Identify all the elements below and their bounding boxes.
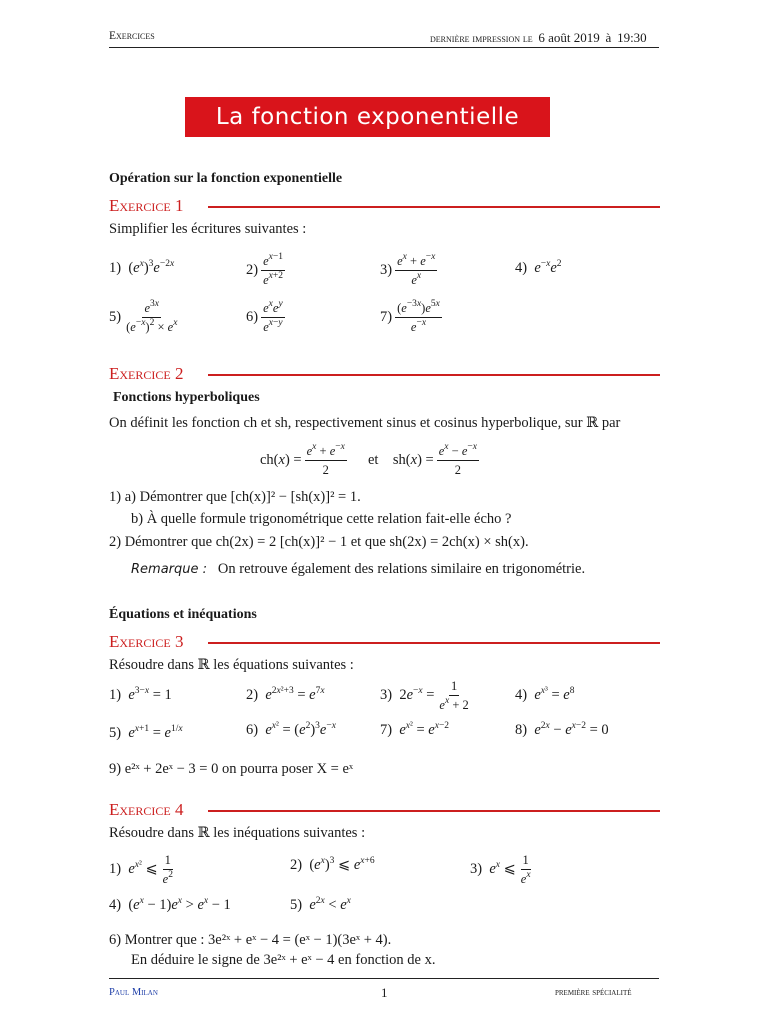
exercise-1-rule bbox=[208, 206, 660, 208]
exercise-4-heading: Exercice 4 bbox=[109, 800, 184, 819]
exercise-2-rule bbox=[208, 374, 660, 376]
ex3-item-2: 2) $e^{2x^2+3} = e^{7x}$ bbox=[246, 686, 325, 703]
exercise-3-intro: Résoudre dans ℝ les équations suivantes : bbox=[109, 657, 354, 673]
section-heading-operations: Opération sur la fonction exponentielle bbox=[109, 171, 343, 186]
exercise-2-heading: Exercice 2 bbox=[109, 364, 184, 383]
exercise-3-heading: Exercice 3 bbox=[109, 632, 184, 651]
ex2-question-1b: b) À quelle formule trigonométrique cette relation fait-elle écho ? bbox=[131, 511, 512, 527]
header-right-time: 19:30 bbox=[617, 30, 647, 45]
footer-page-number: 1 bbox=[381, 985, 388, 1000]
exercise-4-intro: Résoudre dans ℝ les inéquations suivantes : bbox=[109, 825, 366, 841]
exercise-2-intro: On définit les fonction ch et sh, respectivement sinus et cosinus hyperbolique, sur ℝ par bbox=[109, 415, 621, 431]
section-heading-equations: Équations et inéquations bbox=[109, 607, 257, 622]
ex3-item-3: 3) $2e^{-x}$ = $\frac{1}{e^x + 2}$ bbox=[380, 679, 469, 712]
ex2-question-1a: 1) a) Démontrer que [ch(x)]² − [sh(x)]² = 1. bbox=[109, 489, 361, 505]
footer-author: Paul Milan bbox=[109, 987, 158, 998]
ex2-question-2: 2) Démontrer que ch(2x) = 2 [ch(x)]² − 1 et que sh(2x) = 2ch(x) × sh(x). bbox=[109, 534, 529, 550]
ex1-item-5: 5) $\frac{e^{3x}}{(e^{-x})^2 \times e^x}$ bbox=[109, 299, 178, 334]
ex4-question-6a: 6) Montrer que : 3e²ˣ + eˣ − 4 = (eˣ − 1)(3eˣ + 4). bbox=[109, 932, 392, 948]
ex4-item-4: 4) $(e^x - 1)e^x > e^x - 1$ bbox=[109, 896, 231, 913]
header-right-label: dernière impression le bbox=[430, 33, 533, 45]
header-left: Exercices bbox=[109, 30, 155, 42]
ex4-question-6b: En déduire le signe de 3e²ˣ + eˣ − 4 en fonction de x. bbox=[131, 952, 436, 968]
ex2-definitions: ch(x) = $\frac{e^x + e^{-x}}{2}$ et sh(x) = $\frac{e^x - e^{-x}}{2}$ bbox=[260, 442, 477, 477]
remark-text: On retrouve également des relations similaire en trigonométrie. bbox=[217, 561, 586, 577]
exercise-3-rule bbox=[208, 642, 660, 644]
ex3-item-5: 5) $e^{x+1} = e^{1/x}$ bbox=[109, 724, 183, 741]
ex3-item-7: 7) $e^{x^2} = e^{x-2}$ bbox=[380, 721, 450, 738]
header-rule bbox=[109, 47, 659, 48]
ex3-item-1: 1) $e^{3-x} = 1$ bbox=[109, 686, 172, 703]
footer-course: première spécialité bbox=[555, 987, 632, 998]
header-right-sep: à bbox=[605, 30, 612, 45]
ex3-item-6: 6) $e^{x^2} = (e^2)^3e^{-x}$ bbox=[246, 721, 336, 738]
ex1-item-6: 6) $\frac{e^xe^y}{e^{x-y}}$ bbox=[246, 299, 283, 334]
ex1-item-1: 1) $(e^x)^3e^{-2x}$ bbox=[109, 259, 175, 276]
header-right-date: 6 août 2019 bbox=[538, 30, 600, 45]
ex4-item-2: 2) $(e^x)^3$ ⩽ $e^{x+6}$ bbox=[290, 856, 375, 873]
ex3-item-8: 8) $e^{2x} - e^{x-2} = 0$ bbox=[515, 721, 609, 738]
ex1-item-2: 2) $\frac{e^{x-1}}{e^{x+2}}$ bbox=[246, 252, 283, 287]
exercise-1-heading: Exercice 1 bbox=[109, 196, 184, 215]
header-right bbox=[430, 30, 647, 46]
ex3-item-9: 9) e²ˣ + 2eˣ − 3 = 0 on pourra poser X = eˣ bbox=[109, 761, 354, 777]
ex3-item-4: 4) $e^{x^3} = e^8$ bbox=[515, 686, 575, 703]
ex1-item-3: 3) $\frac{e^x + e^{-x}}{e^x}$ bbox=[380, 252, 436, 287]
footer-rule bbox=[109, 978, 659, 979]
page-title: La fonction exponentielle bbox=[185, 97, 550, 137]
ex4-item-5: 5) $e^{2x} < e^x$ bbox=[290, 896, 351, 913]
exercise-2-subtitle: Fonctions hyperboliques bbox=[113, 390, 260, 405]
exercise-4-rule bbox=[208, 810, 660, 812]
ex1-item-4: 4) $e^{-x}e^2$ bbox=[515, 259, 562, 276]
exercise-1-intro: Simplifier les écritures suivantes : bbox=[109, 221, 307, 237]
ex4-item-3: 3) $e^x$ ⩽ $\frac{1}{e^x}$ bbox=[470, 853, 531, 886]
ex4-item-1: 1) $e^{x^2}$ ⩽ $\frac{1}{e^2}$ bbox=[109, 853, 173, 886]
ex2-remark bbox=[131, 561, 585, 578]
ex1-item-7: 7) $\frac{(e^{-3x})e^{5x}}{e^{-x}}$ bbox=[380, 299, 440, 334]
remark-label: Remarque : bbox=[131, 562, 208, 577]
